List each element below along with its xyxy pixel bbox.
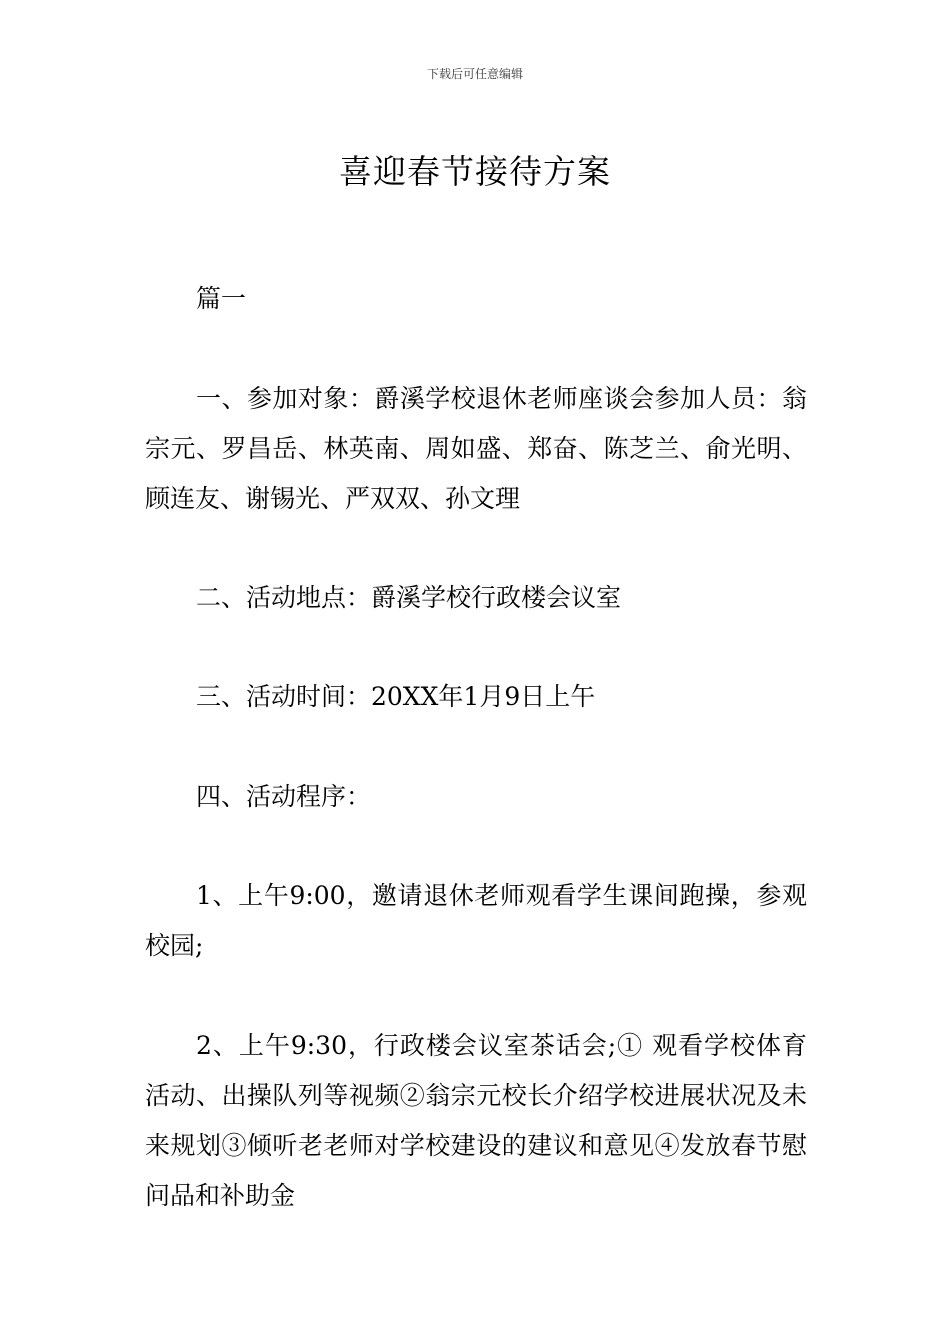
paragraph-location: 二、活动地点：爵溪学校行政楼会议室: [196, 583, 622, 612]
paragraph-procedure-step-2: 2、上午9:30，行政楼会议室茶话会;① 观看学校体育活动、出操队列等视频②翁宗元校长介绍学校进展状况及未来规划③倾听老老师对学校建设的建议和意见④发放春节慰问品和补助金: [145, 1031, 807, 1210]
paragraph-participants: 一、参加对象：爵溪学校退休老师座谈会参加人员：翁宗元、罗昌岳、林英南、周如盛、郑奋、陈芝兰、俞光明、顾连友、谢锡光、严双双、孙文理: [145, 384, 807, 513]
document-title: 喜迎春节接待方案: [339, 152, 611, 192]
header-note: 下载后可任意编辑: [426, 67, 523, 81]
paragraph-time: 三、活动时间：20XX年1月9日上午: [196, 682, 596, 711]
paragraph-procedure-heading: 四、活动程序：: [196, 782, 372, 811]
part-label: 篇一: [196, 284, 247, 313]
paragraph-procedure-step-1: 1、上午9:00，邀请退休老师观看学生课间跑操，参观校园;: [145, 881, 807, 960]
